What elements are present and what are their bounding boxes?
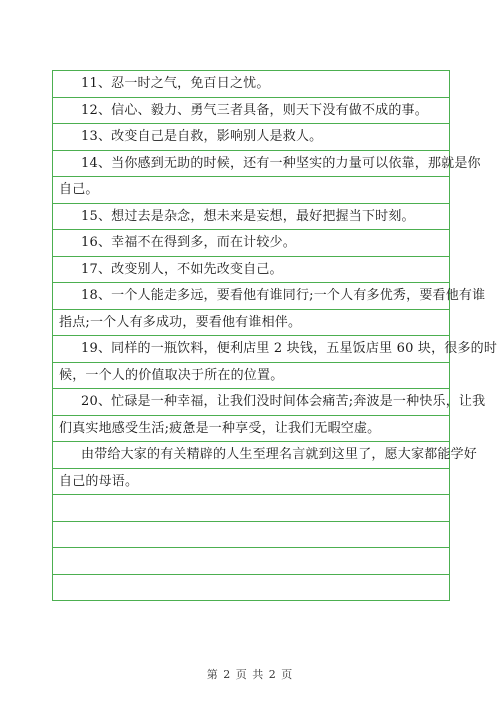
paper-line: 15、想过去是杂念，想未来是妄想，最好把握当下时刻。 xyxy=(53,204,449,231)
paper-line: 11、忍一时之气，免百日之忧。 xyxy=(53,71,449,98)
lined-paper xyxy=(52,70,498,601)
paper-line: 们真实地感受生活;疲惫是一种享受，让我们无暇空虚。 xyxy=(53,416,449,443)
paper-line: 由带给大家的有关精辟的人生至理名言就到这里了，愿大家都能学好 xyxy=(53,442,449,469)
page-number: 第 2 页 共 2 页 xyxy=(206,668,294,681)
paper-line xyxy=(53,495,449,522)
paper-line xyxy=(53,522,449,549)
paper-line: 16、幸福不在得到多，而在计较少。 xyxy=(53,230,449,257)
paper-line xyxy=(53,548,449,575)
paper-line: 自己的母语。 xyxy=(53,469,449,496)
paper-line: 18、一个人能走多远，要看他有谁同行;一个人有多优秀，要看他有谁 xyxy=(53,283,449,310)
paper-line: 12、信心、毅力、勇气三者具备，则天下没有做不成的事。 xyxy=(53,98,449,125)
paper-line: 20、忙碌是一种幸福，让我们没时间体会痛苦;奔波是一种快乐，让我 xyxy=(53,389,449,416)
paper-line: 候，一个人的价值取决于所在的位置。 xyxy=(53,363,449,390)
paper-line: 14、当你感到无助的时候，还有一种坚实的力量可以依靠，那就是你 xyxy=(53,151,449,178)
paper-line: 自己。 xyxy=(53,177,449,204)
paper-line: 19、同样的一瓶饮料，便利店里 2 块钱，五星饭店里 60 块，很多的时 xyxy=(53,336,449,363)
paper-line xyxy=(53,575,449,602)
paper-line: 13、改变自己是自救，影响别人是救人。 xyxy=(53,124,449,151)
paper-line: 17、改变别人，不如先改变自己。 xyxy=(53,257,449,284)
paper-line: 指点;一个人有多成功，要看他有谁相伴。 xyxy=(53,310,449,337)
